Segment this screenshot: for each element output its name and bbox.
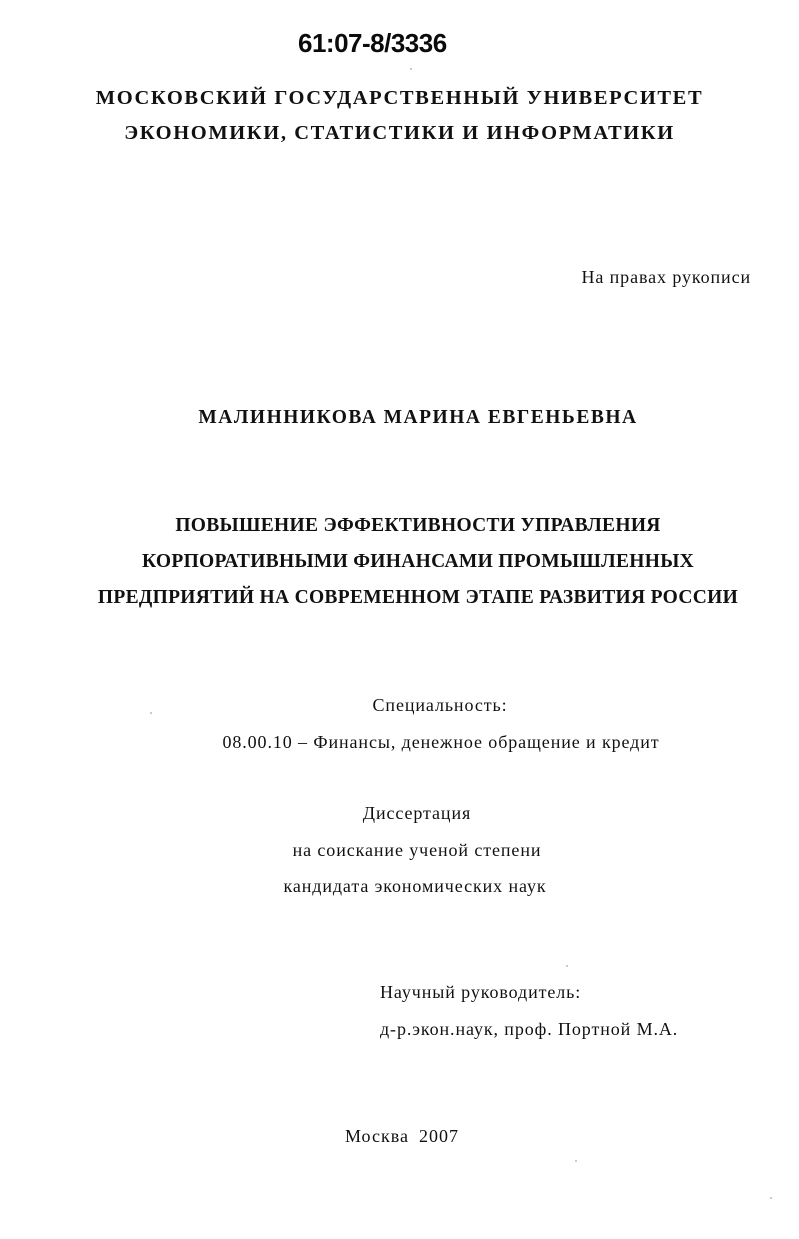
scan-speck (566, 965, 568, 967)
catalog-stamp: 61:07-8/3336 (298, 28, 447, 58)
degree-purpose: на соискание ученой степени (292, 840, 542, 860)
dissertation-title-line-2: КОРПОРАТИВНЫМИ ФИНАНСАМИ ПРОМЫШЛЕННЫХ (141, 551, 695, 572)
manuscript-rights-note: На правах рукописи (581, 267, 751, 287)
university-name-line-1: МОСКОВСКИЙ ГОСУДАРСТВЕННЫЙ УНИВЕРСИТЕТ (95, 87, 704, 109)
university-name-line-2: ЭКОНОМИКИ, СТАТИСТИКИ И ИНФОРМАТИКИ (124, 122, 675, 144)
supervisor-name: д-р.экон.наук, проф. Портной М.А. (380, 1019, 679, 1039)
dissertation-title-line-3: ПРЕДПРИЯТИЙ НА СОВРЕМЕННОМ ЭТАПЕ РАЗВИТИЯ РОССИИ (97, 587, 739, 608)
city: Москва (345, 1126, 409, 1146)
specialty-value: 08.00.10 – Финансы, денежное обращение и кредит (222, 732, 660, 752)
scan-speck (410, 68, 412, 70)
degree-name: кандидата экономических наук (283, 876, 547, 896)
scan-speck (770, 1197, 772, 1199)
specialty-label: Специальность: (372, 695, 508, 715)
year: 2007 (419, 1126, 459, 1146)
scan-speck (150, 712, 152, 714)
dissertation-type: Диссертация (362, 803, 472, 823)
scan-speck (575, 1160, 577, 1162)
author-name: МАЛИННИКОВА МАРИНА ЕВГЕНЬЕВНА (198, 407, 638, 428)
supervisor-label: Научный руководитель: (380, 982, 582, 1002)
dissertation-title-line-1: ПОВЫШЕНИЕ ЭФФЕКТИВНОСТИ УПРАВЛЕНИЯ (175, 515, 661, 536)
place-and-year (345, 1126, 459, 1147)
